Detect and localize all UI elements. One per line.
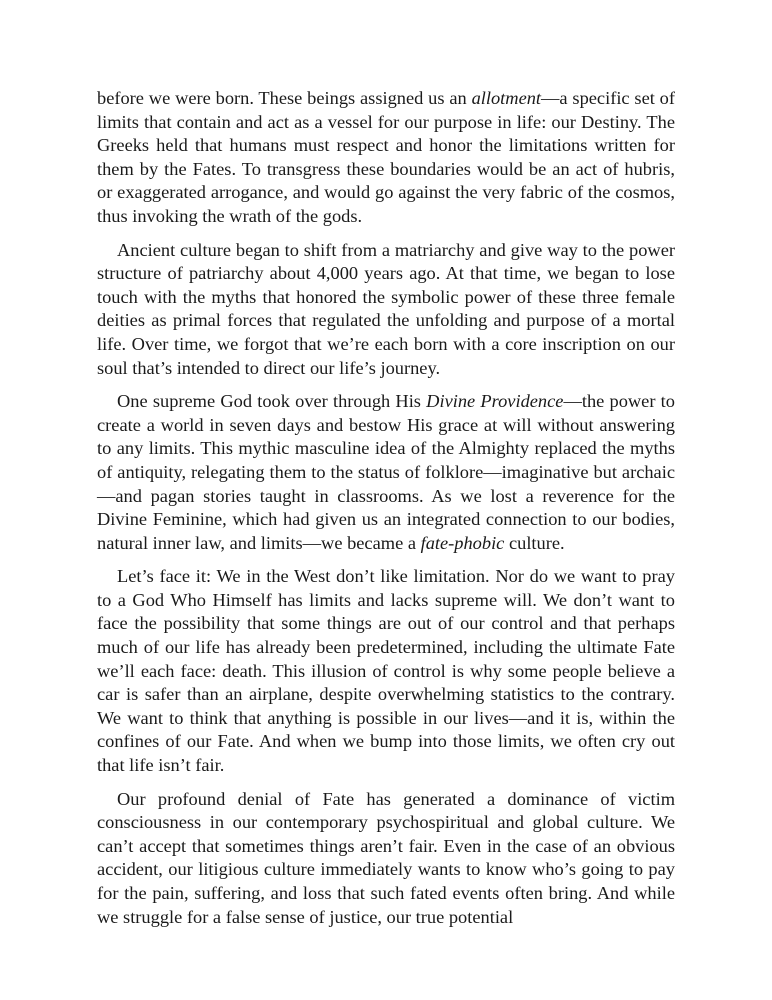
paragraph-5 bbox=[97, 788, 675, 930]
text-run: Let’s face it: We in the West don’t like limitation. Nor do we want to pray to a God Who Himself has limits and lacks supreme will. We don’t want to face the possibility that some things are out of our control and that perhaps much of our life has already been predetermined, including the ultimate Fate we’ll each face: death. This illusion of control is why some people believe a car is safer than an airplane, despite overwhelming statistics to the contrary. We want to think that anything is possible in our lives—and it is, within the confines of our Fate. And when we bump into those limits, we often cry out that life isn’t fair. bbox=[97, 566, 675, 776]
text-run: culture. bbox=[504, 532, 565, 553]
text-run: —a specific set of limits that contain and act as a vessel for our purpose in life: our Destiny. The Greeks held that humans must respect and honor the limitations written for them by the Fates. To transgress these boundaries would be an act of hubris, or exaggerated arrogance, and would go against the very fabric of the cosmos, thus invoking the wrath of the gods. bbox=[97, 88, 676, 226]
text-run: before we were born. These beings assigned us an bbox=[97, 88, 472, 108]
text-run: —the power to create a world in seven days and bestow His grace at will without answering to any limits. This mythic masculine idea of the Almighty replaced the myths of antiquity, relegating them to the status of folklore—imaginative but archaic—and pagan stories taught in classrooms. As we lost a reverence for the Divine Feminine, which had given us an integrated connection to our bodies, natural inner law, and limits—we became a bbox=[97, 391, 675, 553]
emphasis-fate-phobic: fate-phobic bbox=[420, 532, 505, 553]
text-run: Ancient culture began to shift from a matriarchy and give way to the power structure of patriarchy about 4,000 years ago. At that time, we began to lose touch with the myths that honored the symbolic power of these three female deities as primal forces that regulated the unfolding and purpose of a mortal life. Over time, we forgot that we’re each born with a core inscription on our soul that’s intended to direct our life’s journey. bbox=[97, 239, 675, 378]
paragraph-3 bbox=[97, 390, 675, 555]
emphasis-divine-providence: Divine Providence bbox=[426, 391, 564, 412]
text-run: Our profound denial of Fate has generated a dominance of victim consciousness in our contemporary psychospiritual and global culture. We can’t accept that sometimes things aren’t fair. Even in the case of an obvious accident, our litigious culture immediately wants to know who’s going to pay for the pain, suffering, and loss that such fated events often bring. And while we struggle for a false sense of justice, our true potential bbox=[97, 788, 675, 927]
text-run: One supreme God took over through His bbox=[117, 391, 427, 412]
emphasis-allotment: allotment bbox=[471, 88, 542, 108]
paragraph-1 bbox=[97, 87, 675, 229]
paragraph-2 bbox=[97, 239, 675, 381]
book-page-body bbox=[97, 87, 675, 939]
paragraph-4 bbox=[97, 565, 675, 777]
